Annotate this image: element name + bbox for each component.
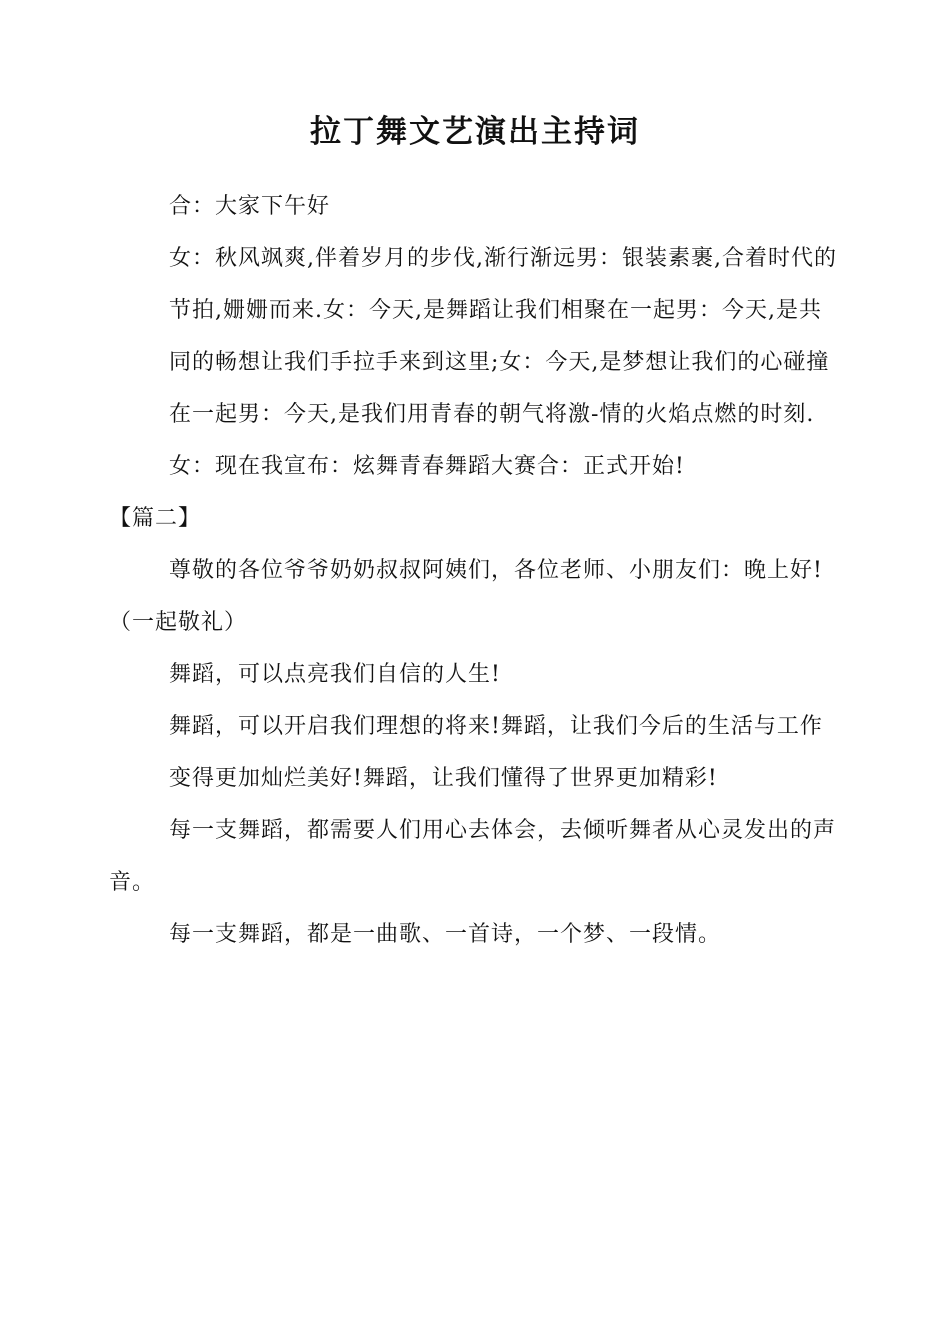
paragraph-dance-poem: 每一支舞蹈，都是一曲歌、一首诗，一个梦、一段情。 bbox=[169, 922, 722, 947]
document-title: 拉丁舞文艺演出主持词 bbox=[310, 114, 640, 150]
paragraph-dance-future: 舞蹈，可以开启我们理想的将来!舞蹈，让我们今后的生活与工作变得更加灿烂美好!舞蹈，让我们懂得了世界更加精彩! bbox=[169, 714, 823, 791]
paragraph-welcome: 尊敬的各位爷爷奶奶叔叔阿姨们，各位老师、小朋友们：晚上好!（一起敬礼） bbox=[109, 558, 823, 635]
paragraph-greeting: 合：大家下午好 bbox=[169, 194, 331, 219]
paragraph-dance-confidence: 舞蹈，可以点亮我们自信的人生! bbox=[169, 662, 501, 687]
document-body bbox=[109, 181, 837, 961]
paragraph-dance-heart: 每一支舞蹈，都需要人们用心去体会，去倾听舞者从心灵发出的声音。 bbox=[109, 818, 837, 895]
section-heading: 【篇二】 bbox=[109, 506, 202, 531]
paragraph-opening-dialogue: 女：秋风飒爽,伴着岁月的步伐,渐行渐远男：银装素裹,合着时代的节拍,姗姗而来.女：今天,是舞蹈让我们相聚在一起男：今天,是共同的畅想让我们手拉手来到这里;女：今天,是梦想让我们的心碰撞在一起男：今天,是我们用青春的朝气将激-情的火焰点燃的时刻.女：现在我宣布：炫舞青春舞蹈大赛合：正式开始! bbox=[169, 246, 837, 479]
